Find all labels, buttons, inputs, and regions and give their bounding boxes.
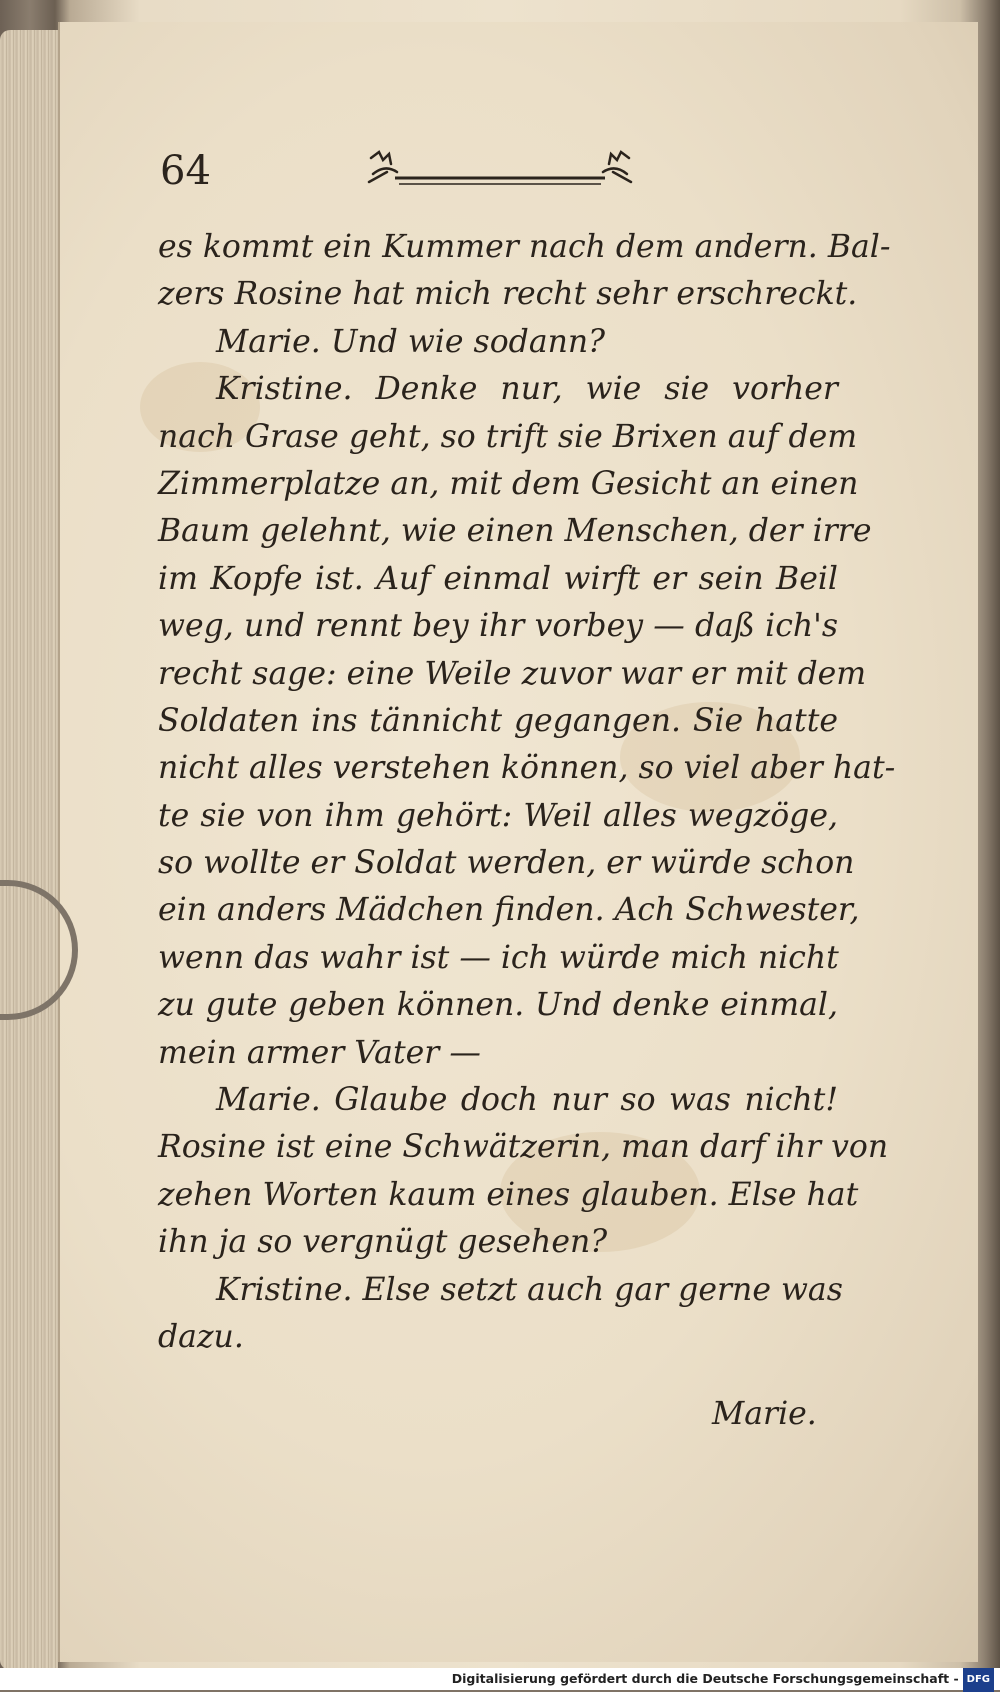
text-line: Kristine. Denke nur, wie sie vorher xyxy=(216,371,838,408)
body-text xyxy=(158,224,896,1361)
text-line: ein anders Mädchen finden. Ach Schwester, xyxy=(158,892,860,929)
text-line: ihn ja so vergnügt gesehen? xyxy=(158,1224,608,1261)
footer-credit: Digitalisierung gefördert durch die Deutsche Forschungsgemeinschaft - xyxy=(451,1671,959,1686)
text-line: Marie. Und wie sodann? xyxy=(216,323,606,360)
page-edges xyxy=(0,30,58,1670)
fleuron-rule-ornament-icon xyxy=(365,148,635,196)
text-line: te sie von ihm gehört: Weil alles wegzöge, xyxy=(158,797,838,834)
dfg-logo: DFG xyxy=(963,1668,994,1692)
text-line: Kristine. Else setzt auch gar gerne was xyxy=(216,1271,843,1308)
text-line: mein armer Vater — xyxy=(158,1034,481,1071)
text-line: zehen Worten kaum eines glauben. Else hat xyxy=(158,1176,859,1213)
text-line: im Kopfe ist. Auf einmal wirft er sein Beil xyxy=(158,560,838,597)
text-line: nicht alles verstehen können, so viel aber hat- xyxy=(158,750,896,787)
text-line: weg, und rennt bey ihr vorbey — daß ich's xyxy=(158,608,838,645)
text-line: Rosine ist eine Schwätzerin, man darf ihr von xyxy=(158,1129,889,1166)
text-line: zers Rosine hat mich recht sehr erschreckt. xyxy=(158,276,858,313)
text-line: es kommt ein Kummer nach dem andern. Bal- xyxy=(158,229,891,265)
text-line: Zimmerplatze an, mit dem Gesicht an einen xyxy=(158,465,859,502)
text-line: zu gute geben können. Und denke einmal, xyxy=(158,987,838,1024)
text-line: recht sage: eine Weile zuvor war er mit dem xyxy=(158,655,867,692)
text-line: so wollte er Soldat werden, er würde schon xyxy=(158,845,855,882)
page-number: 64 xyxy=(160,148,211,194)
text-line: Marie. Glaube doch nur so was nicht! xyxy=(216,1082,838,1119)
catchword: Marie. xyxy=(712,1396,817,1432)
text-line: Baum gelehnt, wie einen Menschen, der irre xyxy=(158,513,872,550)
text-line: Soldaten ins tännicht gegangen. Sie hatte xyxy=(158,702,838,739)
text-line: nach Grase geht, so trift sie Brixen auf dem xyxy=(158,418,858,455)
digitization-footer xyxy=(0,1668,1000,1690)
text-line: dazu. xyxy=(158,1318,244,1355)
text-line: wenn das wahr ist — ich würde mich nicht xyxy=(158,939,839,976)
